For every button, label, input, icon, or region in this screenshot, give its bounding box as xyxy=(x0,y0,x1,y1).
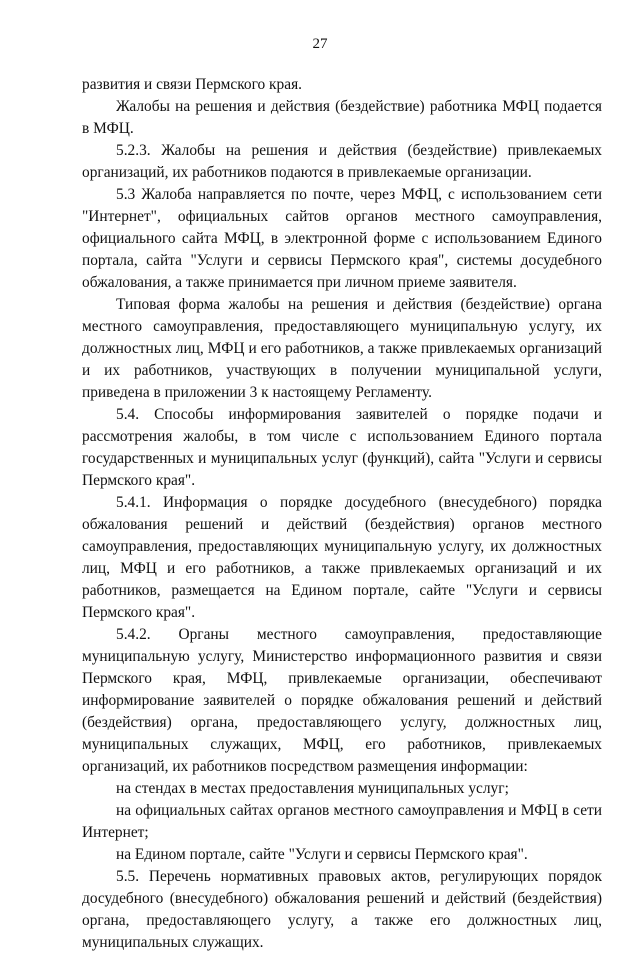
list-item-unified-portal: на Едином портале, сайте "Услуги и сервисы Пермского края". xyxy=(116,846,528,863)
paragraph-5-4-2: 5.4.2. Органы местного самоуправления, предоставляющие муниципальную услугу, Министерство информационного развития и связи Пермского края, МФЦ, привлекаемые организации, обеспечивают информирование заявителей о порядке обжалования решений и действий (бездействия) органа, предоставляющего услугу, должностных лиц, муниципальных служащих, МФЦ, его работников, привлекаемых организаций, их работников посредством размещения информации: xyxy=(82,626,602,775)
paragraph-mfc-complaints: Жалобы на решения и действия (бездействие) работника МФЦ подается в МФЦ. xyxy=(82,98,602,137)
page-number: 27 xyxy=(312,36,328,52)
paragraph-continuation: развития и связи Пермского края. xyxy=(82,76,302,93)
paragraph-5-4-1: 5.4.1. Информация о порядке досудебного (внесудебного) порядка обжалования решений и действий (бездействия) органов местного самоуправления, предоставляющих муниципальную услугу, их должностных лиц, МФЦ и его работников, а также привлекаемых организаций и их работников, размещается на Едином портале, сайте "Услуги и сервисы Пермского края". xyxy=(82,494,602,621)
paragraph-5-3: 5.3 Жалоба направляется по почте, через МФЦ, с использованием сети "Интернет", официальных сайтов органов местного самоуправления, официального сайта МФЦ, в электронной форме с использованием Единого портала, сайта "Услуги и сервисы Пермского края", системы досудебного обжалования, а также принимается при личном приеме заявителя. xyxy=(82,186,602,291)
list-item-stands: на стендах в местах предоставления муниципальных услуг; xyxy=(116,780,509,797)
paragraph-5-5: 5.5. Перечень нормативных правовых актов, регулирующих порядок досудебного (внесудебного) обжалования решений и действий (бездействия) органа, предоставляющего услугу, а также его должностных лиц, муниципальных служащих. xyxy=(82,868,602,951)
paragraph-typical-form: Типовая форма жалобы на решения и действия (бездействие) органа местного самоуправления, предоставляющего муниципальную услугу, их должностных лиц, МФЦ и его работников, а также привлекаемых организаций и их работников, участвующих в получении муниципальной услуги, приведена в приложении 3 к настоящему Регламенту. xyxy=(82,296,602,401)
document-body xyxy=(82,74,602,954)
list-item-official-sites: на официальных сайтах органов местного самоуправления и МФЦ в сети Интернет; xyxy=(82,802,602,841)
paragraph-5-2-3: 5.2.3. Жалобы на решения и действия (бездействие) привлекаемых организаций, их работников подаются в привлекаемые организации. xyxy=(82,142,602,181)
paragraph-5-4: 5.4. Способы информирования заявителей о порядке подачи и рассмотрения жалобы, в том числе с использованием Единого портала государственных и муниципальных услуг (функций), сайта "Услуги и сервисы Пермского края". xyxy=(82,406,602,489)
